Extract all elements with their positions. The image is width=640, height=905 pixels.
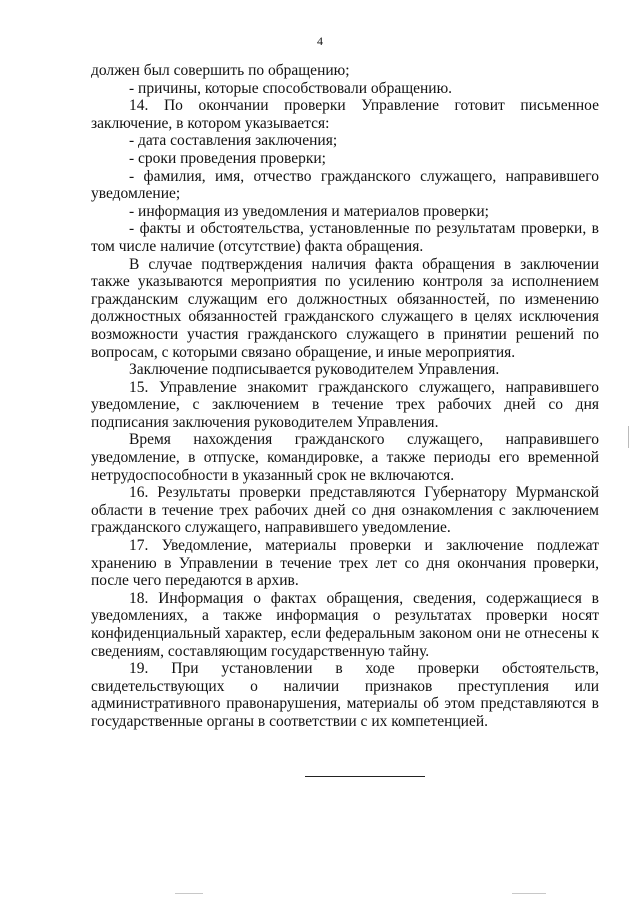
- list-item-name: - фамилия, имя, отчество гражданского служащего, направившего уведомление;: [91, 167, 599, 203]
- paragraph-leave-time: Время нахождения гражданского служащего, направившего уведомление, в отпуске, командировке, а также периоды его временной нетрудоспособности в указанный срок не включаются.: [91, 431, 599, 484]
- list-item-terms: - сроки проведения проверки;: [129, 149, 326, 167]
- clause-16: 16. Результаты проверки представляются Губернатору Мурманской области в течение трех рабочих дней со дня ознакомления с заключением гражданского служащего, направившего уведомление.: [91, 484, 599, 537]
- paragraph-continuation: должен был совершить по обращению;: [91, 62, 350, 79]
- list-item-facts: - факты и обстоятельства, установленные по результатам проверки, в том числе наличие (отсутствие) факта обращения.: [91, 220, 599, 255]
- list-item-reasons: - причины, которые способствовали обращению.: [129, 79, 453, 97]
- clause-15: 15. Управление знакомит гражданского служащего, направившего уведомление, с заключением в течение трех рабочих дней со дня подписания заключения руководителем Управления.: [91, 378, 599, 431]
- scan-footer-mark: [175, 893, 203, 894]
- clause-19: 19. При установлении в ходе проверки обстоятельств, свидетельствующих о наличии признаков преступления или административного правонарушения, материалы об этом представляются в государственные органы в соответствии с их компетенцией.: [91, 660, 599, 730]
- paragraph-confirmation: В случае подтверждения наличия факта обращения в заключении также указываются мероприятия по усилению контроля за исполнением гражданским служащим его должностных обязанностей, по изменению должностных обязанностей гражданского служащего в целях исключения возможности участия гражданского служащего в принятии решений по вопросам, с которыми связано обращение, и иные мероприятия.: [91, 255, 599, 361]
- clause-17: 17. Уведомление, материалы проверки и заключение подлежат хранению в Управлении в течение трех лет со дня окончания проверки, после чего передаются в архив.: [91, 537, 599, 590]
- clause-18: 18. Информация о фактах обращения, сведения, содержащиеся в уведомлениях, а также информация о результатах проверки носят конфиденциальный характер, если федеральным законом они не отнесены к сведениям, составляющим государственную тайну.: [91, 589, 599, 660]
- scan-edge-mark: [628, 426, 629, 448]
- scan-footer-mark: [512, 893, 546, 894]
- list-item-date: - дата составления заключения;: [129, 132, 338, 150]
- end-of-document-rule: [305, 776, 425, 777]
- page-number: 4: [317, 34, 323, 48]
- clause-14: 14. По окончании проверки Управление готовит письменное заключение, в котором указывается:: [91, 97, 599, 132]
- list-item-information: - информация из уведомления и материалов проверки;: [129, 202, 489, 220]
- paragraph-signature: Заключение подписывается руководителем Управления.: [129, 361, 500, 379]
- document-body: [91, 62, 599, 731]
